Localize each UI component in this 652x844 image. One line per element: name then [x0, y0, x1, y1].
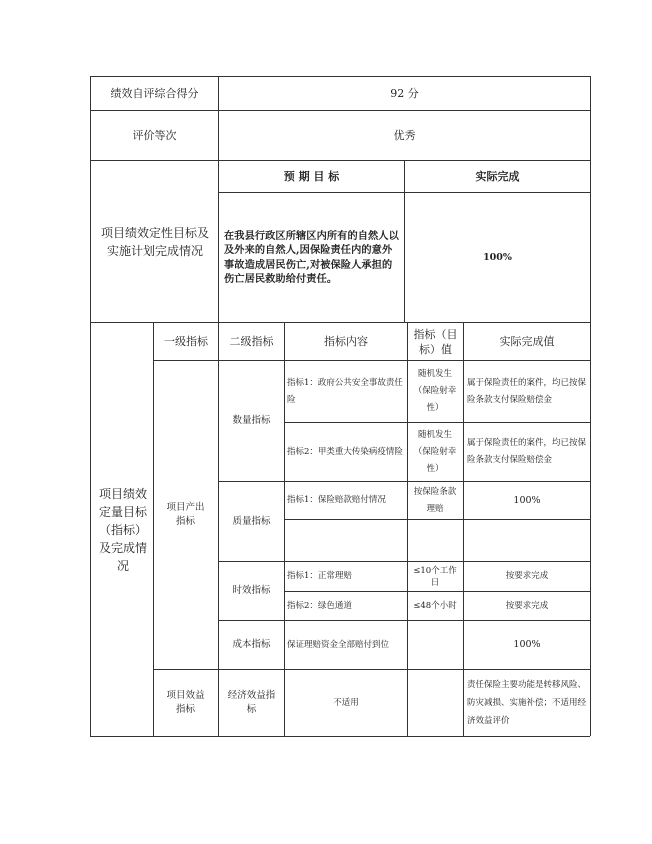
timeliness-1-target: ≤10个工作日	[413, 565, 457, 588]
quality-actual: 100%	[513, 494, 541, 506]
qualitative-section-label: 项目绩效定性目标及实施计划完成情况	[100, 225, 209, 258]
quantity-1-target: 随机发生（保险射幸性）	[413, 369, 457, 413]
quantity-1-actual: 属于保险责任的案件，均已按保险条款支付保险赔偿金	[467, 377, 587, 405]
economic-indicator-label: 经济效益指标	[227, 690, 276, 715]
economic-actual: 责任保险主要功能是转移风险、防灾减损、实施补偿；不适用经济效益评价	[467, 680, 587, 726]
expected-goal-text: 在我县行政区所辖区内所有的自然人以及外来的自然人,因保险责任内的意外事故造成居民伤亡,对被保险人承担的伤亡居民救助给付责任。	[224, 229, 399, 285]
grid-line	[407, 322, 408, 736]
qualitative-actual-value: 100%	[483, 251, 512, 263]
header-actual: 实际完成值	[499, 335, 555, 348]
grade-value: 优秀	[393, 129, 416, 142]
quality-target: 按保险条款理赔	[413, 486, 457, 514]
grid-line	[590, 76, 591, 736]
header-content: 指标内容	[324, 335, 368, 348]
cost-actual: 100%	[513, 639, 541, 650]
cost-indicator-label: 成本指标	[232, 639, 271, 650]
timeliness-indicator-label: 时效指标	[232, 585, 271, 596]
quantity-2-target: 随机发生（保险射幸性）	[413, 429, 457, 474]
timeliness-2-actual: 按要求完成	[505, 600, 549, 611]
benefit-indicator-label: 项目效益指标	[166, 690, 205, 715]
output-indicator-label: 项目产出指标	[166, 502, 205, 527]
quantity-2-actual: 属于保险责任的案件，均已按保险条款支付保险赔偿金	[467, 438, 587, 465]
timeliness-2-content: 指标2：绿色通道	[287, 600, 352, 611]
quantity-indicator-label: 数量指标	[232, 415, 271, 426]
grid-line	[463, 322, 464, 736]
header-target: 指标（目标）值	[413, 327, 458, 356]
score-label: 绩效自评综合得分	[110, 87, 199, 100]
economic-content: 不适用	[333, 697, 359, 708]
header-level1: 一级指标	[164, 335, 208, 348]
timeliness-1-actual: 按要求完成	[505, 571, 549, 581]
timeliness-2-target: ≤48个小时	[413, 601, 457, 611]
quantity-2-content: 指标2：甲类重大传染病疫情险	[287, 446, 403, 457]
quantity-1-content: 指标1：政府公共安全事故责任险	[287, 377, 403, 405]
grid-line	[90, 736, 590, 737]
quantitative-section-label: 项目绩效定量目标（指标）及完成情况	[98, 486, 147, 573]
score-value: 92 分	[390, 87, 419, 100]
grid-line	[153, 322, 154, 736]
expected-header: 预 期 目 标	[283, 170, 340, 183]
grade-label: 评价等次	[132, 129, 177, 142]
cost-content: 保证理赔资金全部赔付到位	[287, 639, 390, 650]
quality-indicator-label: 质量指标	[232, 515, 271, 527]
quality-content: 指标1：保险赔款赔付情况	[287, 495, 386, 505]
actual-header: 实际完成	[475, 170, 520, 183]
grid-line	[90, 76, 91, 736]
header-level2: 二级指标	[229, 335, 274, 348]
timeliness-1-content: 指标1：正常理赔	[287, 571, 352, 581]
grid-line	[284, 519, 590, 520]
